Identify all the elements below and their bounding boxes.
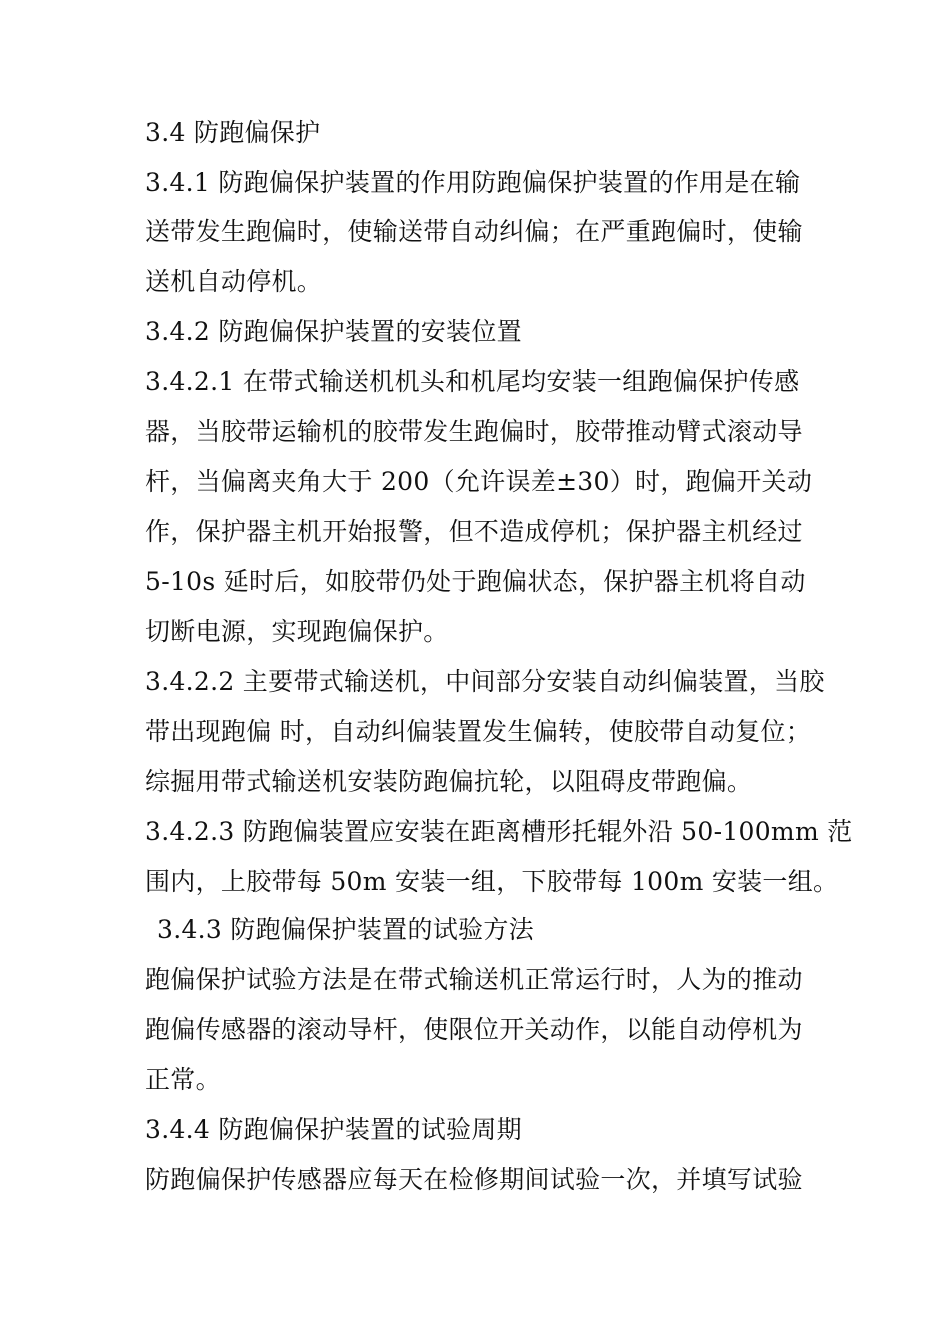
paragraph-line: 带出现跑偏 时，自动纠偏装置发生偏转，使胶带自动复位； (145, 717, 812, 746)
paragraph-line: 杆，当偏离夹角大于 200（允许误差±30）时，跑偏开关动 (145, 467, 813, 496)
paragraph-line: 送带发生跑偏时，使输送带自动纠偏；在严重跑偏时，使输 (145, 217, 803, 246)
paragraph-line: 综掘用带式输送机安装防跑偏抗轮，以阻碍皮带跑偏。 (145, 767, 753, 796)
paragraph-line: 5-10s 延时后，如胶带仍处于跑偏状态，保护器主机将自动 (145, 567, 806, 596)
paragraph-line: 切断电源，实现跑偏保护。 (145, 617, 449, 646)
paragraph-line: 3.4.2.2 主要带式输送机，中间部分安装自动纠偏装置，当胶 (145, 667, 825, 696)
section-heading-3-4-4: 3.4.4 防跑偏保护装置的试验周期 (145, 1115, 522, 1144)
paragraph-line: 正常。 (145, 1065, 221, 1094)
paragraph-line: 器，当胶带运输机的胶带发生跑偏时，胶带推动臂式滚动导 (145, 417, 803, 446)
paragraph-line: 跑偏保护试验方法是在带式输送机正常运行时，人为的推动 (145, 965, 803, 994)
paragraph-line: 防跑偏保护传感器应每天在检修期间试验一次，并填写试验 (145, 1165, 803, 1194)
paragraph-line: 送机自动停机。 (145, 267, 323, 296)
section-heading-3-4-2: 3.4.2 防跑偏保护装置的安装位置 (145, 317, 522, 346)
paragraph-line: 3.4.2.1 在带式输送机机头和机尾均安装一组跑偏保护传感 (145, 367, 800, 396)
paragraph-line: 围内，上胶带每 50m 安装一组，下胶带每 100m 安装一组。 (145, 867, 839, 896)
paragraph-line: 作，保护器主机开始报警，但不造成停机；保护器主机经过 (145, 517, 803, 546)
section-heading-3-4: 3.4 防跑偏保护 (145, 118, 321, 147)
paragraph-line: 3.4.1 防跑偏保护装置的作用防跑偏保护装置的作用是在输 (145, 168, 801, 197)
paragraph-line: 3.4.2.3 防跑偏装置应安装在距离槽形托辊外沿 50-100mm 范 (145, 817, 853, 846)
section-heading-3-4-3: 3.4.3 防跑偏保护装置的试验方法 (157, 915, 534, 944)
paragraph-line: 跑偏传感器的滚动导杆，使限位开关动作，以能自动停机为 (145, 1015, 803, 1044)
